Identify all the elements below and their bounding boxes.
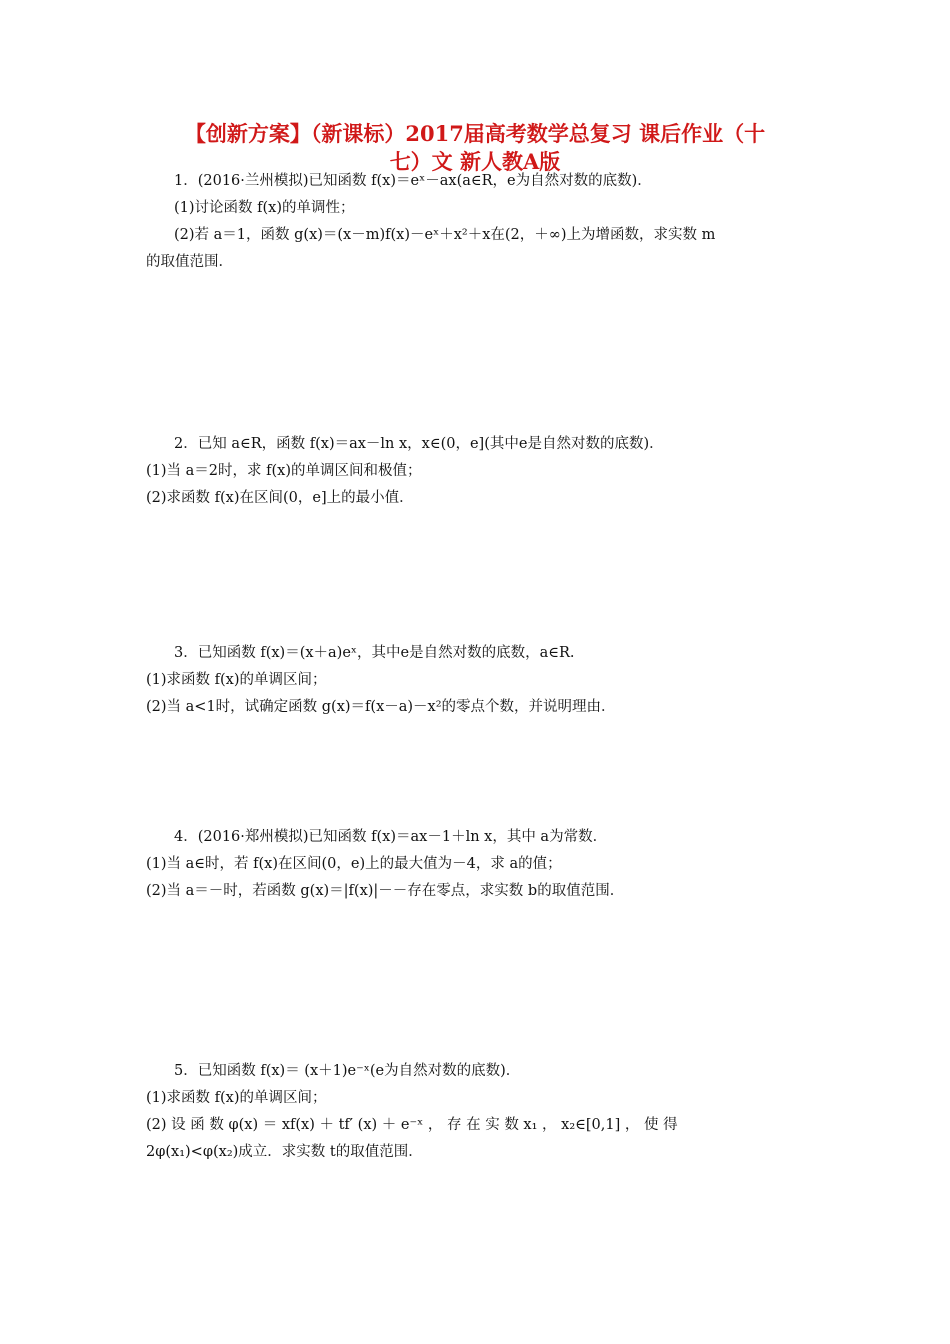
problem-part-2: (2)若 a＝1，函数 g(x)＝(x－m)f(x)－eˣ＋x²＋x在(2，＋∞)上为增函数，求实数 m (174, 227, 716, 243)
problem-statement: 2．已知 a∈R，函数 f(x)＝ax－ln x，x∈(0，e](其中e是自然对数的底数)． (174, 436, 664, 452)
problem-4 (146, 824, 811, 905)
title-line-1: 【创新方案】（新课标）2017届高考数学总复习 课后作业（十 (184, 121, 766, 146)
problem-part-1: (1)求函数 f(x)的单调区间； (146, 672, 327, 688)
problem-2 (146, 431, 811, 512)
problem-part-1: (1)求函数 f(x)的单调区间； (146, 1090, 327, 1106)
problem-statement: 3．已知函数 f(x)＝(x＋a)eˣ，其中e是自然对数的底数，a∈R. (174, 645, 575, 661)
problem-statement: 1．(2016·兰州模拟)已知函数 f(x)＝eˣ－ax(a∈R，e为自然对数的底数)． (174, 173, 652, 189)
problem-3 (146, 640, 811, 721)
problem-part-2: (2) 设 函 数 φ(x) ＝ xf(x) ＋ tf′ (x) ＋ e⁻ˣ ， 存 在 实 数 x₁ ， x₂∈[0,1] ， 使 得 (146, 1117, 678, 1133)
problem-statement: 5．已知函数 f(x)＝ (x＋1)e⁻ˣ(e为自然对数的底数)． (174, 1063, 521, 1079)
problem-1 (146, 168, 811, 276)
problem-part-1: (1)讨论函数 f(x)的单调性； (174, 200, 355, 216)
problem-part-1: (1)当 a∈时，若 f(x)在区间(0，e)上的最大值为－4，求 a的值； (146, 856, 562, 872)
problem-part-2: (2)求函数 f(x)在区间(0，e]上的最小值． (146, 490, 414, 506)
problem-part-2-continued: 的取值范围． (146, 254, 233, 270)
problem-5 (146, 1058, 811, 1166)
problem-part-1: (1)当 a＝2时，求 f(x)的单调区间和极值； (146, 463, 422, 479)
problem-part-2-continued: 2φ(x₁)<φ(x₂)成立．求实数 t的取值范围． (146, 1144, 423, 1160)
title-line-2: 七）文 新人教A版 (389, 149, 561, 174)
problem-statement: 4．(2016·郑州模拟)已知函数 f(x)＝ax－1＋ln x，其中 a为常数． (174, 829, 608, 845)
problem-part-2: (2)当 a＝－时，若函数 g(x)＝|f(x)|－－存在零点，求实数 b的取值范围． (146, 883, 625, 899)
problem-part-2: (2)当 a<1时，试确定函数 g(x)＝f(x－a)－x²的零点个数，并说明理由． (146, 699, 616, 715)
